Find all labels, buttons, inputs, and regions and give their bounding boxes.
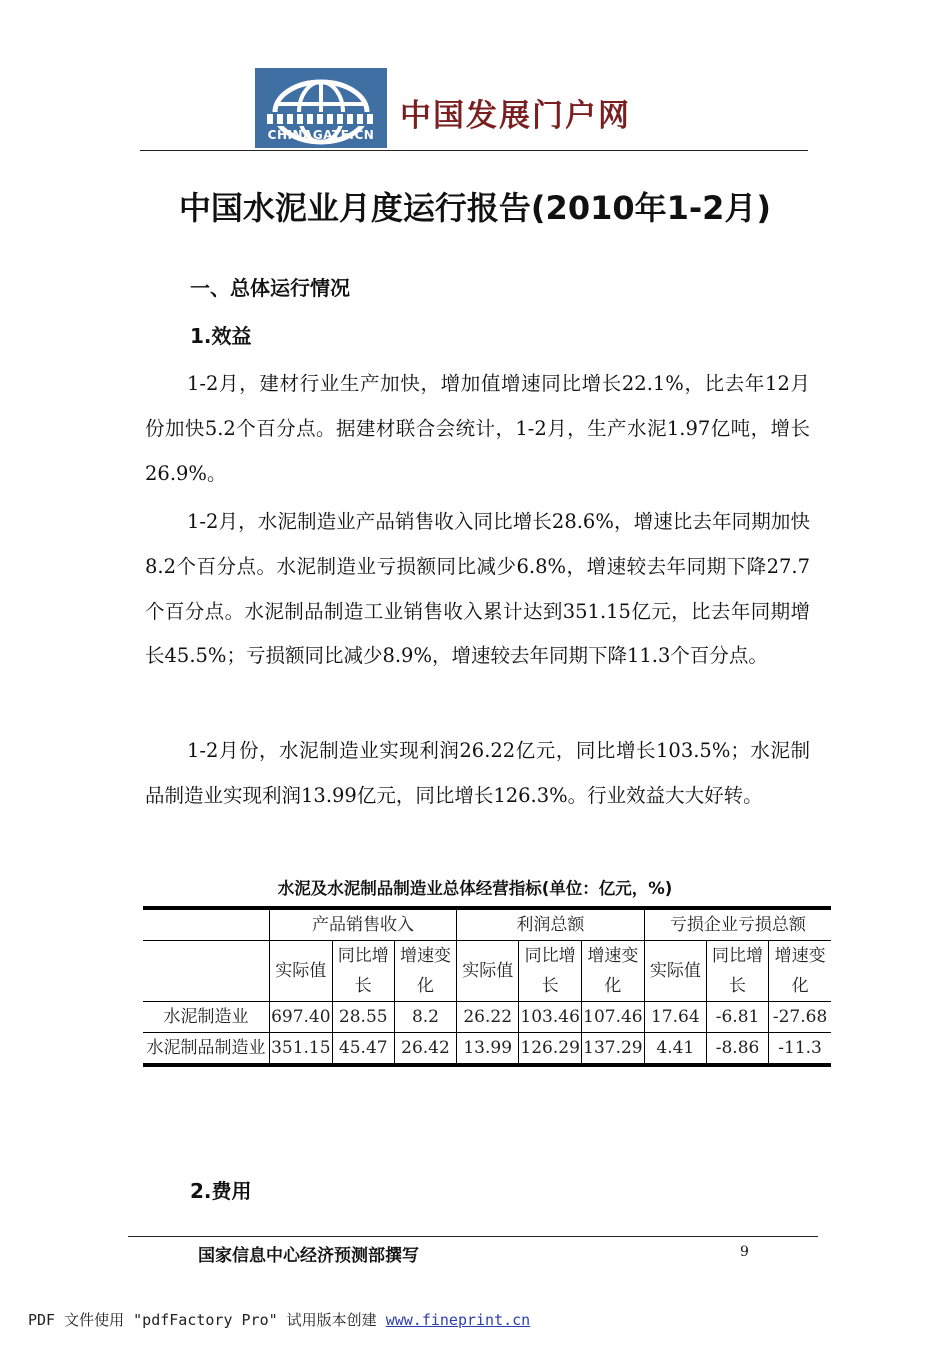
globe-logo-icon xyxy=(255,68,387,148)
chinagate-logo xyxy=(255,68,695,148)
section-heading: 一、总体运行情况 xyxy=(190,276,350,300)
table-cell: 26.22 xyxy=(457,1002,519,1033)
fineprint-link[interactable]: www.fineprint.cn xyxy=(385,1311,531,1329)
table-caption: 水泥及水泥制品制造业总体经营指标(单位：亿元，%) xyxy=(277,879,673,898)
paragraph-1: 1-2月，建材行业生产加快，增加值增速同比增长22.1%，比去年12月份加快5.2个百分点。据建材联合会统计，1-2月，生产水泥1.97亿吨，增长26.9%。 xyxy=(145,372,810,485)
group-header-loss: 亏损企业亏损总额 xyxy=(644,908,831,941)
subheader-cell: 增速变化 xyxy=(769,941,831,1002)
subheader-cell: 实际值 xyxy=(644,941,706,1002)
footer-rule xyxy=(128,1236,818,1237)
table-cell: 4.41 xyxy=(644,1033,706,1066)
table-cell: 351.15 xyxy=(269,1033,332,1066)
subheader-cell: 同比增长 xyxy=(706,941,768,1002)
row-label: 水泥制品制造业 xyxy=(143,1033,269,1066)
subheader-cell: 实际值 xyxy=(457,941,519,1002)
table-group-header-row xyxy=(143,908,831,941)
subheader-cell: 增速变化 xyxy=(582,941,645,1002)
subheader-cell: 同比增长 xyxy=(332,941,394,1002)
paragraph-3: 1-2月份，水泥制造业实现利润26.22亿元，同比增长103.5%；水泥制品制造业实现利润13.99亿元，同比增长126.3%。行业效益大大好转。 xyxy=(145,739,810,807)
footer-author: 国家信息中心经济预测部撰写 xyxy=(198,1246,419,1266)
logo-watermark-text: CHINAGATE.CN xyxy=(267,128,375,142)
table-row xyxy=(143,1002,831,1033)
table-cell: 13.99 xyxy=(457,1033,519,1066)
subsection-heading-benefit: 1.效益 xyxy=(190,324,252,348)
table-cell: -11.3 xyxy=(769,1033,831,1066)
subheader-cell: 同比增长 xyxy=(519,941,582,1002)
table-cell: 28.55 xyxy=(332,1002,394,1033)
table-cell: -27.68 xyxy=(769,1002,831,1033)
table-cell: -6.81 xyxy=(706,1002,768,1033)
table-cell: 45.47 xyxy=(332,1033,394,1066)
subsection-heading-cost: 2.费用 xyxy=(190,1179,252,1203)
table-cell: 8.2 xyxy=(394,1002,456,1033)
group-header-sales: 产品销售收入 xyxy=(269,908,456,941)
table-row xyxy=(143,1033,831,1066)
pdf-note-text: PDF 文件使用 "pdfFactory Pro" 试用版本创建 xyxy=(28,1311,386,1329)
document-title: 中国水泥业月度运行报告(2010年1-2月) xyxy=(178,189,772,227)
table-cell: 103.46 xyxy=(519,1002,582,1033)
table-blank-cell xyxy=(143,941,269,1002)
row-label: 水泥制造业 xyxy=(143,1002,269,1033)
page-number: 9 xyxy=(740,1244,749,1260)
table-cell: 107.46 xyxy=(582,1002,645,1033)
group-header-profit: 利润总额 xyxy=(457,908,645,941)
indicators-table xyxy=(143,906,831,1067)
subheader-cell: 增速变化 xyxy=(394,941,456,1002)
pdf-creator-note xyxy=(28,1309,530,1330)
header-rule xyxy=(140,150,808,151)
table-cell: 126.29 xyxy=(519,1033,582,1066)
table-cell: 17.64 xyxy=(644,1002,706,1033)
subheader-cell: 实际值 xyxy=(269,941,332,1002)
table-cell: 137.29 xyxy=(582,1033,645,1066)
table-cell: 26.42 xyxy=(394,1033,456,1066)
table-corner-cell xyxy=(143,908,269,941)
paragraph-2: 1-2月，水泥制造业产品销售收入同比增长28.6%，增速比去年同期加快8.2个百分点。水泥制造业亏损额同比减少6.8%，增速较去年同期下降27.7个百分点。水泥制品制造工业销售收入累计达到351.15亿元，比去年同期增长45.5%；亏损额同比减少8.9%，增速较去年同期下降11.3个百分点。 xyxy=(145,510,810,668)
logo-site-name: 中国发展门户网 xyxy=(400,98,631,134)
table-cell: 697.40 xyxy=(269,1002,332,1033)
table-cell: -8.86 xyxy=(706,1033,768,1066)
table-subheader-row xyxy=(143,941,831,1002)
